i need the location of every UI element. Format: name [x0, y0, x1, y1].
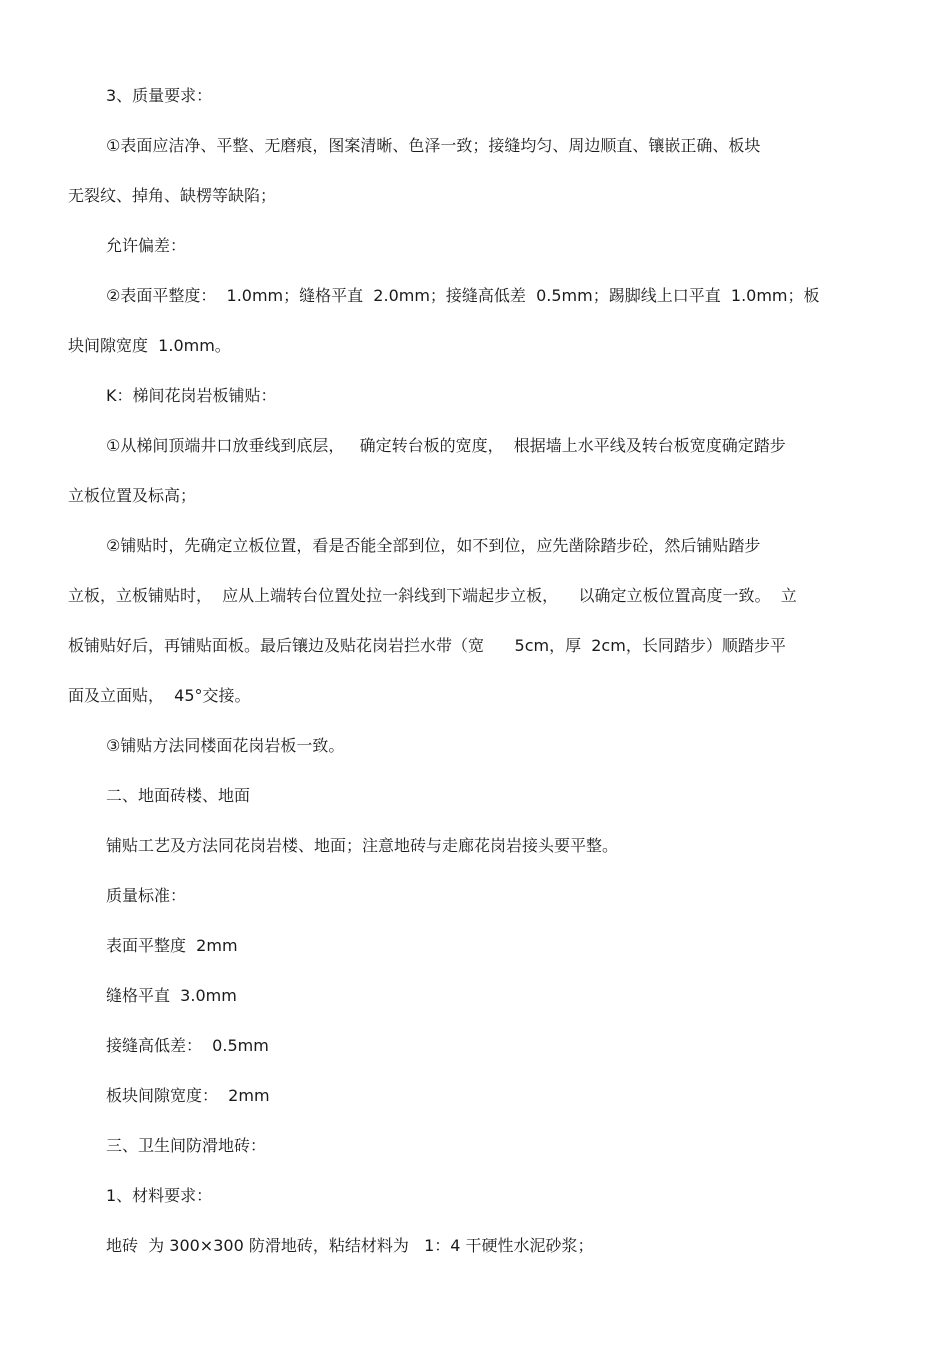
section-heading-stair-granite: K：梯间花岗岩板铺贴：: [106, 386, 277, 405]
paragraph-line: 块间隙宽度 1.0mm。: [68, 336, 231, 355]
paragraph-line: 铺贴工艺及方法同花岗岩楼、地面；注意地砖与走廊花岗岩接头要平整。: [106, 836, 619, 855]
standard-item: 接缝高低差： 0.5mm: [106, 1036, 269, 1055]
standard-item: 表面平整度 2mm: [106, 936, 238, 955]
paragraph-line: 无裂纹、掉角、缺楞等缺陷；: [68, 186, 277, 205]
section-heading-quality-requirements: 3、质量要求：: [106, 86, 213, 105]
paragraph-line: 板铺贴好后，再铺贴面板。最后镶边及贴花岗岩拦水带（宽 5cm，厚 2cm，长同踏步）顺踏步平: [68, 636, 786, 655]
paragraph-line: 地砖 为 300×300 防滑地砖，粘结材料为 1：4 干硬性水泥砂浆；: [106, 1236, 594, 1255]
paragraph-line: ②表面平整度： 1.0mm；缝格平直 2.0mm；接缝高低差 0.5mm；踢脚线上口平直 1.0mm；板: [106, 286, 820, 305]
section-heading-floor-tiles: 二、地面砖楼、地面: [106, 786, 251, 805]
paragraph-line: ①从梯间顶端井口放垂线到底层， 确定转台板的宽度， 根据墙上水平线及转台板宽度确定踏步: [106, 436, 786, 455]
paragraph-line: 立板，立板铺贴时， 应从上端转台位置处拉一斜线到下端起步立板， 以确定立板位置高度一致。 立: [68, 586, 797, 605]
paragraph-line: ①表面应洁净、平整、无磨痕，图案清晰、色泽一致；接缝均匀、周边顺直、镶嵌正确、板块: [106, 136, 761, 155]
paragraph-line: ②铺贴时，先确定立板位置，看是否能全部到位，如不到位，应先凿除踏步砼，然后铺贴踏步: [106, 536, 761, 555]
subheading-material-requirements: 1、材料要求：: [106, 1186, 213, 1205]
subheading-allowed-deviation: 允许偏差：: [106, 236, 187, 255]
paragraph-line: 立板位置及标高；: [68, 486, 197, 505]
paragraph-line: 面及立面贴， 45°交接。: [68, 686, 251, 705]
standard-item: 缝格平直 3.0mm: [106, 986, 237, 1005]
section-heading-bathroom-tiles: 三、卫生间防滑地砖：: [106, 1136, 267, 1155]
standard-item: 板块间隙宽度： 2mm: [106, 1086, 270, 1105]
subheading-quality-standard: 质量标准：: [106, 886, 187, 905]
paragraph-line: ③铺贴方法同楼面花岗岩板一致。: [106, 736, 345, 755]
